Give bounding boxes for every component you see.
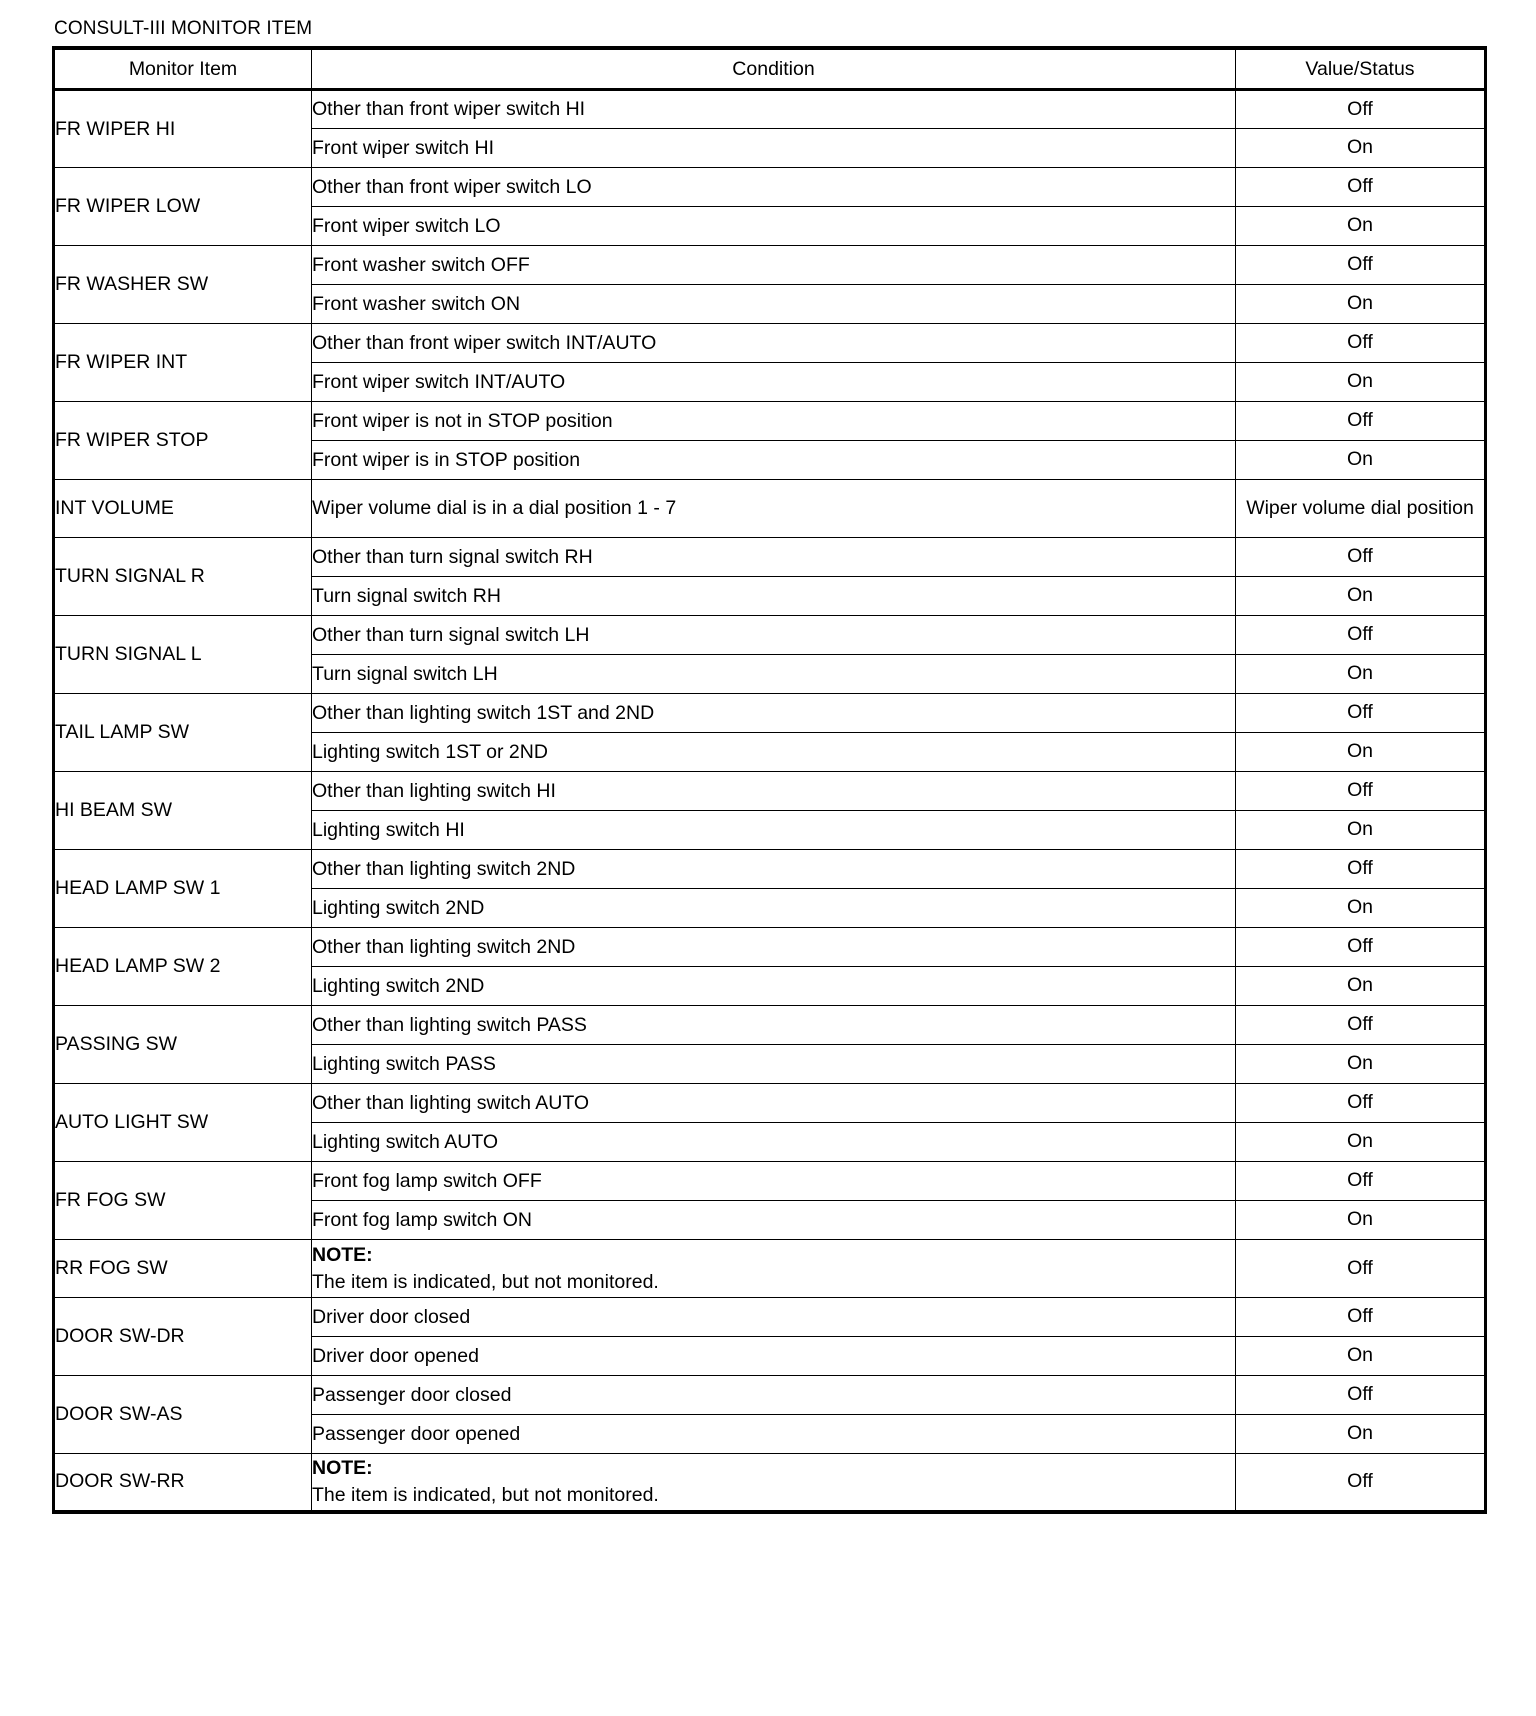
monitor-item-name: DOOR SW-RR	[54, 1454, 312, 1512]
value-status-cell: Off	[1236, 402, 1486, 441]
value-status-cell: Off	[1236, 1298, 1486, 1337]
condition-cell: Lighting switch 2ND	[312, 967, 1236, 1006]
value-status-cell: Off	[1236, 90, 1486, 129]
value-status-cell: Off	[1236, 324, 1486, 363]
condition-cell: Front fog lamp switch OFF	[312, 1162, 1236, 1201]
monitor-item-name: TURN SIGNAL L	[54, 616, 312, 694]
condition-cell: Other than turn signal switch LH	[312, 616, 1236, 655]
table-row	[54, 324, 1486, 363]
monitor-item-name: RR FOG SW	[54, 1240, 312, 1298]
condition-cell: Front fog lamp switch ON	[312, 1201, 1236, 1240]
value-status-cell: Off	[1236, 1006, 1486, 1045]
value-status-cell: On	[1236, 1337, 1486, 1376]
column-header-condition: Condition	[312, 48, 1236, 90]
condition-cell: Other than lighting switch HI	[312, 772, 1236, 811]
table-row	[54, 772, 1486, 811]
table-row	[54, 168, 1486, 207]
value-status-cell: Off	[1236, 1084, 1486, 1123]
condition-cell: Front wiper switch INT/AUTO	[312, 363, 1236, 402]
value-status-cell: On	[1236, 889, 1486, 928]
value-status-cell: On	[1236, 1415, 1486, 1454]
condition-cell: Lighting switch PASS	[312, 1045, 1236, 1084]
value-status-cell: Off	[1236, 928, 1486, 967]
condition-cell: Other than lighting switch AUTO	[312, 1084, 1236, 1123]
condition-cell: Front washer switch OFF	[312, 246, 1236, 285]
monitor-item-name: INT VOLUME	[54, 480, 312, 538]
monitor-item-name: FR WIPER STOP	[54, 402, 312, 480]
condition-cell: Other than lighting switch 1ST and 2ND	[312, 694, 1236, 733]
table-row	[54, 850, 1486, 889]
value-status-cell: On	[1236, 967, 1486, 1006]
value-status-cell: On	[1236, 577, 1486, 616]
value-status-cell: Off	[1236, 538, 1486, 577]
condition-cell: Turn signal switch LH	[312, 655, 1236, 694]
condition-cell: Driver door closed	[312, 1298, 1236, 1337]
monitor-item-name: PASSING SW	[54, 1006, 312, 1084]
table-header-row	[54, 48, 1486, 90]
condition-cell: Other than lighting switch PASS	[312, 1006, 1236, 1045]
note-text: The item is indicated, but not monitored.	[312, 1270, 659, 1293]
note-text: The item is indicated, but not monitored.	[312, 1483, 659, 1506]
condition-cell: Lighting switch HI	[312, 811, 1236, 850]
value-status-cell: Off	[1236, 616, 1486, 655]
column-header-value-status: Value/Status	[1236, 48, 1486, 90]
monitor-item-name: HEAD LAMP SW 1	[54, 850, 312, 928]
table-row	[54, 402, 1486, 441]
condition-cell: Other than turn signal switch RH	[312, 538, 1236, 577]
condition-cell: Other than front wiper switch INT/AUTO	[312, 324, 1236, 363]
condition-cell: Turn signal switch RH	[312, 577, 1236, 616]
monitor-item-name: DOOR SW-AS	[54, 1376, 312, 1454]
monitor-item-name: AUTO LIGHT SW	[54, 1084, 312, 1162]
table-body	[54, 90, 1486, 1512]
table-row	[54, 1298, 1486, 1337]
monitor-item-name: HI BEAM SW	[54, 772, 312, 850]
monitor-item-name: FR WIPER HI	[54, 90, 312, 168]
value-status-cell: On	[1236, 441, 1486, 480]
value-status-cell: Off	[1236, 246, 1486, 285]
consult-monitor-item-table	[52, 46, 1487, 1514]
note-label: NOTE:	[312, 1244, 373, 1267]
condition-cell: Passenger door opened	[312, 1415, 1236, 1454]
condition-cell: Front wiper switch HI	[312, 129, 1236, 168]
value-status-cell: On	[1236, 285, 1486, 324]
page-title: CONSULT-III MONITOR ITEM	[54, 18, 313, 39]
table-row	[54, 1084, 1486, 1123]
value-status-cell: Wiper volume dial position	[1236, 480, 1486, 538]
table-row	[54, 1376, 1486, 1415]
value-status-cell: Off	[1236, 772, 1486, 811]
condition-cell: Driver door opened	[312, 1337, 1236, 1376]
value-status-cell: On	[1236, 129, 1486, 168]
condition-cell	[312, 1240, 1236, 1298]
value-status-cell: Off	[1236, 694, 1486, 733]
monitor-item-name: FR WIPER INT	[54, 324, 312, 402]
table-row	[54, 480, 1486, 538]
table-row	[54, 1240, 1486, 1298]
table-row	[54, 1162, 1486, 1201]
column-header-monitor-item: Monitor Item	[54, 48, 312, 90]
value-status-cell: Off	[1236, 1376, 1486, 1415]
table-row	[54, 616, 1486, 655]
value-status-cell: Off	[1236, 168, 1486, 207]
monitor-item-name: FR WASHER SW	[54, 246, 312, 324]
monitor-item-name: TAIL LAMP SW	[54, 694, 312, 772]
monitor-item-name: FR WIPER LOW	[54, 168, 312, 246]
table-row	[54, 90, 1486, 129]
table-row	[54, 1454, 1486, 1512]
condition-cell: Passenger door closed	[312, 1376, 1236, 1415]
value-status-cell: On	[1236, 207, 1486, 246]
value-status-cell: On	[1236, 733, 1486, 772]
condition-cell: Lighting switch 1ST or 2ND	[312, 733, 1236, 772]
monitor-item-name: HEAD LAMP SW 2	[54, 928, 312, 1006]
value-status-cell: Off	[1236, 1454, 1486, 1512]
table-row	[54, 246, 1486, 285]
condition-cell: Front wiper is in STOP position	[312, 441, 1236, 480]
monitor-item-name: TURN SIGNAL R	[54, 538, 312, 616]
condition-cell: Lighting switch AUTO	[312, 1123, 1236, 1162]
condition-cell: Other than front wiper switch LO	[312, 168, 1236, 207]
value-status-cell: Off	[1236, 1162, 1486, 1201]
note-label: NOTE:	[312, 1457, 373, 1480]
monitor-item-name: FR FOG SW	[54, 1162, 312, 1240]
table-row	[54, 1006, 1486, 1045]
monitor-item-name: DOOR SW-DR	[54, 1298, 312, 1376]
value-status-cell: On	[1236, 1123, 1486, 1162]
condition-cell: Wiper volume dial is in a dial position 1 - 7	[312, 480, 1236, 538]
condition-cell: Front washer switch ON	[312, 285, 1236, 324]
condition-cell: Other than lighting switch 2ND	[312, 850, 1236, 889]
condition-cell: Front wiper switch LO	[312, 207, 1236, 246]
value-status-cell: On	[1236, 1045, 1486, 1084]
condition-cell: Front wiper is not in STOP position	[312, 402, 1236, 441]
condition-cell	[312, 1454, 1236, 1512]
value-status-cell: Off	[1236, 850, 1486, 889]
condition-cell: Other than lighting switch 2ND	[312, 928, 1236, 967]
table-row	[54, 694, 1486, 733]
condition-cell: Other than front wiper switch HI	[312, 90, 1236, 129]
value-status-cell: On	[1236, 655, 1486, 694]
condition-cell: Lighting switch 2ND	[312, 889, 1236, 928]
value-status-cell: Off	[1236, 1240, 1486, 1298]
value-status-cell: On	[1236, 811, 1486, 850]
value-status-cell: On	[1236, 1201, 1486, 1240]
value-status-cell: On	[1236, 363, 1486, 402]
table-row	[54, 538, 1486, 577]
table-row	[54, 928, 1486, 967]
